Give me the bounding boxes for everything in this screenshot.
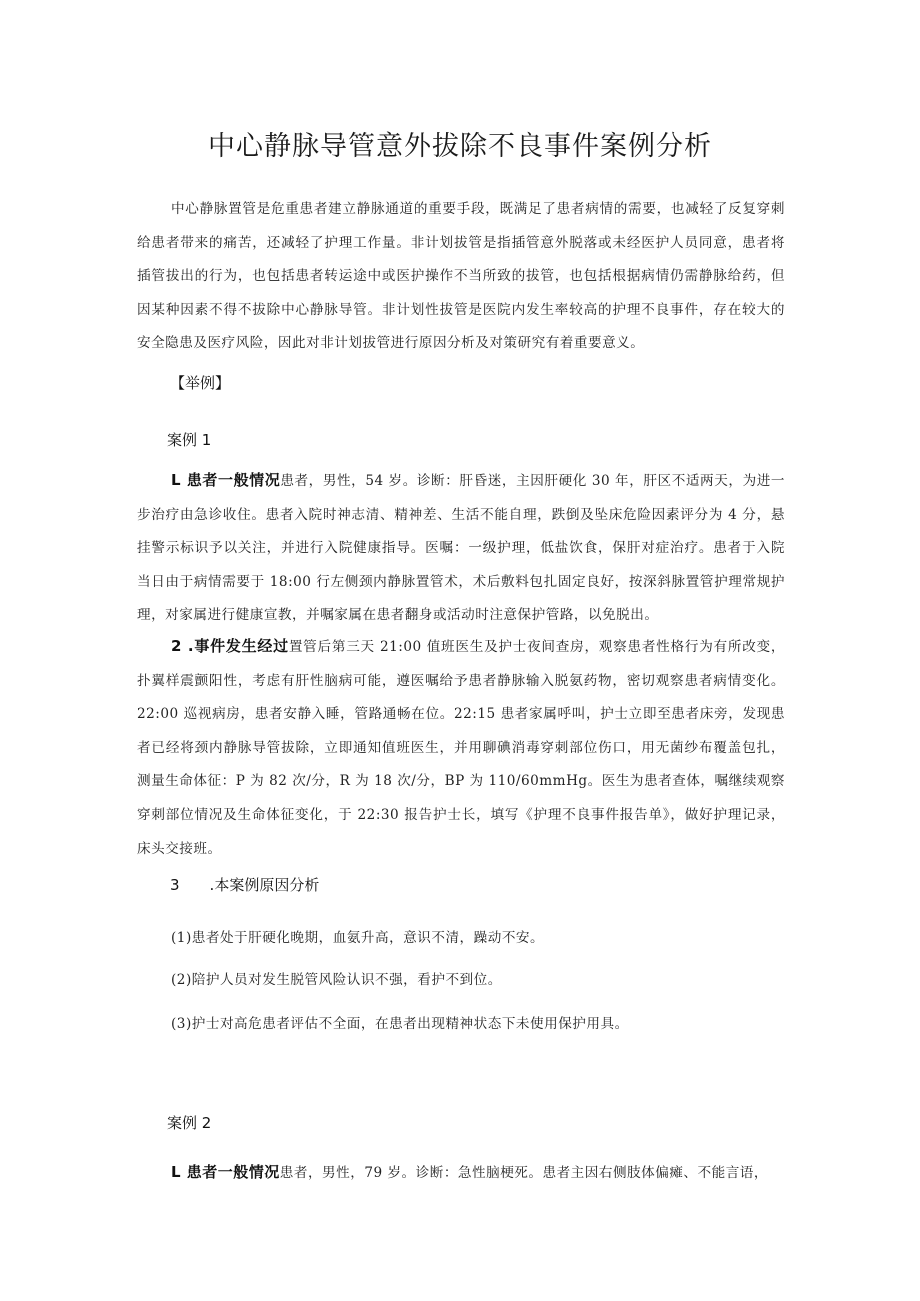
case1-cause-label: .本案例原因分析 [209,876,320,894]
case1-event-label: 2 .事件发生经过 [171,637,289,655]
case1-event-paragraph [137,630,785,866]
case2-general-paragraph [137,1156,785,1191]
case1-general-label: L 患者一般情况 [171,471,281,489]
case1-general-text: 患者，男性，54 岁。诊断：肝昏迷，主因肝硬化 30 年，肝区不适两天，为进一步治疗由急诊收住。患者入院时神志清、精神差、生活不能自理，跌倒及坠床危险因素评分为 4 分，悬挂警示标识予以关注，并进行入院健康指导。医嘱：一级护理，低盐饮食，保肝对症治疗。患者于入院当日由于病情需要于 18:00 行左侧颈内静脉置管术，术后敷料包扎固定良好，按深斜脉置管护理常规护理，对家属进行健康宣教，并嘱家属在患者翻身或活动时注意保护管路，以免脱出。 [137,473,786,624]
case1-cause-heading [170,874,319,895]
intro-paragraph: 中心静脉置管是危重患者建立静脉通道的重要手段，既满足了患者病情的需要，也减轻了反复穿刺给患者带来的痛苦，还减轻了护理工作量。非计划拔管是指插管意外脱落或未经医护人员同意，患者将插管拔出的行为，也包括患者转运途中或医护操作不当所致的拔管，也包括根据病情仍需静脉给药，但因某种因素不得不拔除中心静脉导管。非计划性拔管是医院内发生率较高的护理不良事件，存在较大的安全隐患及医疗风险，因此对非计划拔管进行原因分析及对策研究有着重要意义。 [137,201,785,352]
case2-heading: 案例 2 [167,1114,212,1132]
cause-item: (1)患者处于肝硬化晚期，血氨升高，意识不清，躁动不安。 [171,930,545,946]
case1-heading: 案例 1 [167,431,212,449]
case2-general-text: 患者，男性，79 岁。诊断：急性脑梗死。患者主因右侧肢体偏瘫、不能言语， [279,1165,768,1181]
case1-general-paragraph [137,464,785,633]
cause-item: (2)陪护人员对发生脱管风险认识不强，看护不到位。 [171,972,502,988]
page-title: 中心静脉导管意外拔除不良事件案例分析 [208,131,712,162]
case2-general-label: L 患者一般情况 [171,1163,280,1181]
case1-cause-number: 3 [170,876,180,894]
cause-item: (3)护士对高危患者评估不全面，在患者出现精神状态下未使用保护用具。 [171,1016,629,1032]
example-heading: 【举例】 [170,374,231,392]
case1-event-text: 置管后第三天 21:00 值班医生及护士夜间查房，观察患者性格行为有所改变，扑翼样震颤阳性，考虑有肝性脑病可能，遵医嘱给予患者静脉输入脱氨药物，密切观察患者病情变化。22:00 巡视病房，患者安静入睡，管路通畅在位。22:15 患者家属呼叫，护士立即至患者床旁，发现患者已经将颈内静脉导管拔除，立即通知值班医生，并用聊碘消毒穿刺部位伤口，用无菌纱布覆盖包扎，测量生命体征：P 为 82 次/分，R 为 18 次/分，BP 为 110/60mmHg。医生为患者查体，嘱继续观察穿刺部位情况及生命体征变化，于 22:30 报告护士长，填写《护理不良事件报告单》，做好护理记录，床头交接班。 [137,639,785,857]
